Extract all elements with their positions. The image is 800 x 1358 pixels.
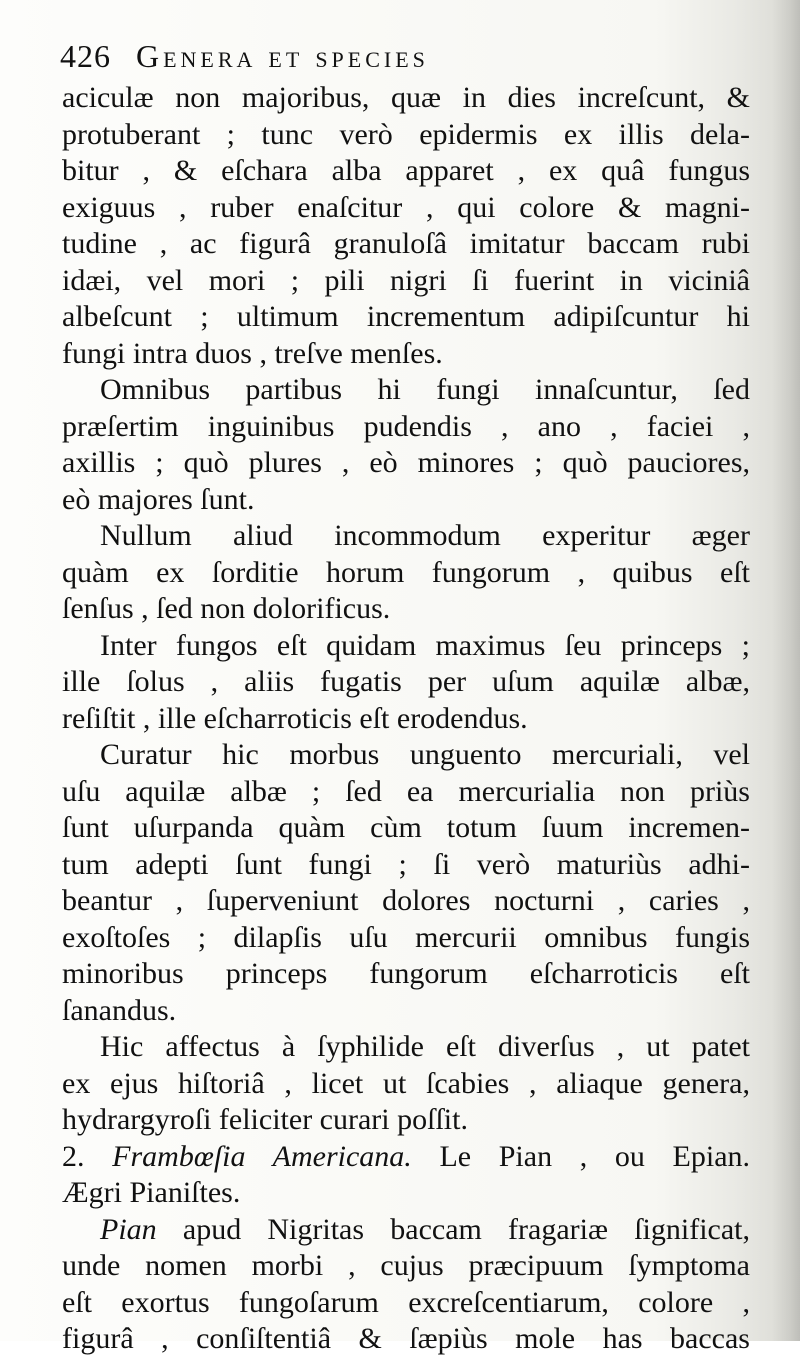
text-line: uſu aquilæ albæ ; ſed ea mercurialia non priùs (62, 774, 750, 808)
text-line: ſanandus. (62, 993, 177, 1027)
page-header (60, 32, 750, 80)
text-line: fungi intra duos , treſve menſes. (62, 336, 443, 370)
species-number: 2. (62, 1139, 85, 1173)
text-line: hydrargyroſi feliciter curari poſſit. (62, 1103, 468, 1136)
final-paragraph-line: eſt exortus fungoſarum excreſcentiarum, colore , (62, 1285, 750, 1319)
page-number: 426 (60, 38, 111, 74)
text-line: exoſtoſes ; dilapſis uſu mercurii omnibus fungis (62, 920, 750, 954)
text-line: albeſcunt ; ultimum incrementum adipiſcuntur hi (62, 300, 750, 333)
final-first-line-rest: apud Nigritas baccam fragariæ ſignificat, (182, 1212, 750, 1246)
text-line: protuberant ; tunc verò epidermis ex illis dela- (62, 117, 750, 151)
text-line: tum adepti ſunt fungi ; ſi verò maturiùs adhi- (62, 847, 750, 881)
running-title: Genera et species (136, 38, 429, 74)
text-line: eò majores ſunt. (62, 482, 255, 516)
final-paragraph-line-1 (62, 1212, 750, 1249)
pian-lead-word: Pian (100, 1212, 157, 1246)
species-latin-name: Frambœſia Americana. (112, 1139, 412, 1173)
text-line: quàm ex ſorditie horum fungorum , quibus eſt (62, 555, 750, 589)
text-line: Curatur hic morbus unguento mercuriali, vel (100, 738, 750, 771)
text-line: Hic affectus à ſyphilide eſt diverſus , ut patet (100, 1030, 750, 1063)
species-heading-line-2 (62, 1175, 750, 1212)
text-line: tudine , ac figurâ granuloſâ imitatur baccam rubi (62, 227, 750, 260)
text-line: axillis ; quò plures , eò minores ; quò pauciores, (62, 446, 750, 479)
text-line: aciculæ non majoribus, quæ in dies increſcunt, & (62, 81, 750, 114)
species-french-name: Le Pian , ou Epian. (439, 1139, 750, 1173)
text-line: idæi, vel mori ; pili nigri ſi fuerint in viciniâ (62, 263, 750, 297)
text-line: Nullum aliud incommodum experitur æger (100, 519, 750, 552)
species-patients: Ægri Pianiſtes. (62, 1176, 241, 1209)
text-line: Inter fungos eſt quidam maximus ſeu princeps ; (100, 628, 750, 662)
species-heading-line-1 (62, 1139, 750, 1176)
text-line: ſenſus , ſed non dolorificus. (62, 592, 391, 625)
text-line: reſiſtit , ille eſcharroticis eſt erodendus. (62, 701, 528, 735)
final-paragraph-line: unde nomen morbi , cujus præcipuum ſymptoma (62, 1249, 750, 1282)
text-line: minoribus princeps fungorum eſcharroticis eſt (62, 957, 750, 990)
text-line: bitur , & eſchara alba apparet , ex quâ fungus (62, 154, 750, 187)
text-line: ex ejus hiſtoriâ , licet ut ſcabies , aliaque genera, (62, 1066, 750, 1100)
paragraph-lines (62, 80, 750, 1139)
body-text (62, 80, 750, 1358)
text-line: ille ſolus , aliis fugatis per uſum aquilæ albæ, (62, 665, 750, 698)
final-paragraph-line: figurâ , conſiſtentiâ & ſæpiùs mole has baccas (62, 1322, 750, 1355)
text-line: ſunt uſurpanda quàm cùm totum ſuum incremen- (62, 811, 750, 844)
text-line: præſertim inguinibus pudendis , ano , faciei , (62, 409, 750, 443)
page-edge-shadow (772, 0, 800, 1341)
text-line: beantur , ſuperveniunt dolores nocturni , caries , (62, 884, 750, 917)
text-line: Omnibus partibus hi fungi innaſcuntur, ſed (100, 373, 750, 406)
text-line: exiguus , ruber enaſcitur , qui colore & magni- (62, 190, 750, 224)
